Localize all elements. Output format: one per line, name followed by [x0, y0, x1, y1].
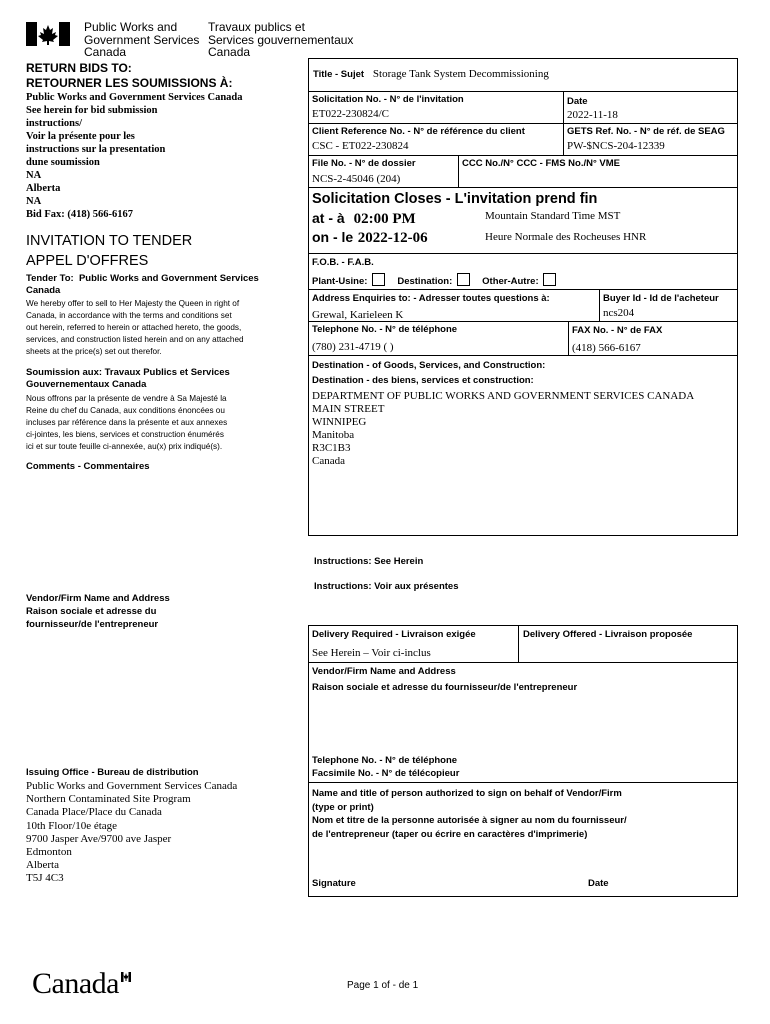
closing-time: at - à 02:00 PM	[312, 210, 416, 227]
delivery-required-label: Delivery Required - Livraison exigée	[312, 629, 476, 640]
signature-date-label: Date	[588, 878, 609, 889]
solicitation-value: ET022-230824/C	[312, 108, 389, 120]
canada-flag-icon	[26, 22, 70, 46]
client-ref-label: Client Reference No. - N° de référence du client	[312, 126, 525, 137]
vendor-telephone-label: Telephone No. - N° de téléphone	[312, 755, 458, 766]
fax-label: FAX No. - N° de FAX	[572, 325, 663, 336]
canada-wordmark: Canada	[32, 967, 119, 1000]
department-name-en: Public Works and Government Services Canada	[84, 20, 200, 59]
ccc-no-label: CCC No./N° CCC - FMS No./N° VME	[462, 158, 621, 169]
file-no-value: NCS-2-45046 (204)	[312, 173, 401, 185]
wordmark-flag-icon	[121, 969, 131, 979]
vendor-name-label: Vendor/Firm Name and Address	[312, 666, 456, 677]
fax-value: (418) 566-6167	[572, 342, 641, 354]
destination-goods-label-en: Destination - of Goods, Services, and Construction:	[312, 360, 546, 371]
telephone-label: Telephone No. - N° de téléphone	[312, 324, 458, 335]
gets-ref-value: PW-$NCS-204-12339	[567, 140, 665, 152]
file-no-label: File No. - N° de dossier	[312, 158, 416, 169]
buyer-id-value: ncs204	[603, 307, 635, 319]
solicitation-label: Solicitation No. - N° de l'invitation	[312, 94, 464, 105]
address-enquiries-value: Grewal, Karieleen K	[312, 309, 404, 321]
other-checkbox[interactable]	[543, 273, 556, 286]
instructions-en: Instructions: See Herein	[314, 556, 424, 567]
vendor-name-field[interactable]	[312, 697, 732, 752]
page-number: Page 1 of - de 1	[347, 980, 419, 991]
soumission-title: Soumission aux: Travaux Publics et Services Gouvernementaux Canada	[26, 367, 230, 390]
gets-ref-label: GETS Ref. No. - N° de réf. de SEAG	[567, 126, 725, 137]
signature-label: Signature	[312, 878, 356, 889]
return-bids-title: RETURN BIDS TO: RETOURNER LES SOUMISSIONS À:	[26, 61, 233, 90]
client-ref-value: CSC - ET022-230824	[312, 140, 409, 152]
issuing-office-label: Issuing Office - Bureau de distribution	[26, 767, 199, 778]
fob-options: Plant-Usine: Destination: Other-Autre:	[312, 271, 556, 289]
destination-address: DEPARTMENT OF PUBLIC WORKS AND GOVERNMENT SERVICES CANADA MAIN STREET WINNIPEG Manitoba R3C1B3 Canada	[312, 390, 695, 467]
delivery-offered-label: Delivery Offered - Livraison proposée	[523, 629, 693, 640]
instructions-fr: Instructions: Voir aux présentes	[314, 581, 459, 592]
soumission-body: Nous offrons par la présente de vendre à Sa Majesté la Reine du chef du Canada, aux conditions énoncées ou incluses par référence dans la présente et aux annexes ci-jointes, les biens, services et construction énumérés ici et sur toute feuille ci-annexée, au(x) prix indiqué(s).	[26, 394, 228, 451]
destination-goods-label-fr: Destination - des biens, services et construction:	[312, 375, 534, 386]
issuing-office-address: Public Works and Government Services Canada Northern Contaminated Site Program Canada Place/Place du Canada 10th Floor/10e étage 9700 Jasper Ave/9700 ave Jasper Edmonton Alberta T5J 4C3	[26, 780, 238, 885]
authorized-signer-label: Name and title of person authorized to sign on behalf of Vendor/Firm (type or print) Nom et titre de la personne autorisée à signer au nom du fournisseur/ de l'entrepreneur (taper ou écrire en caractères d'imprimerie)	[312, 788, 627, 840]
buyer-id-label: Buyer Id - Id de l'acheteur	[603, 293, 719, 304]
destination-checkbox[interactable]	[457, 273, 470, 286]
tender-to-body: We hereby offer to sell to Her Majesty the Queen in right of Canada, in accordance with the terms and conditions set out herein, referred to herein or attached hereto, the goods, services, and construction listed herein and on any attached sheets at the price(s) set out therefor.	[26, 299, 244, 356]
title-field: Title - Sujet Storage Tank System Decommissioning	[313, 68, 549, 80]
telephone-value: (780) 231-4719 ( )	[312, 341, 394, 353]
authorized-signer-field[interactable]	[312, 845, 732, 873]
tender-to: Tender To: Public Works and Government Services Canada	[26, 273, 259, 296]
date-value: 2022-11-18	[567, 109, 618, 121]
address-enquiries-label: Address Enquiries to: - Adresser toutes questions à:	[312, 293, 550, 304]
plant-checkbox[interactable]	[372, 273, 385, 286]
vendor-firm-label: Vendor/Firm Name and Address Raison sociale et adresse du fournisseur/de l'entrepreneur	[26, 593, 170, 630]
solicitation-closes-title: Solicitation Closes - L'invitation prend fin	[312, 191, 598, 207]
invitation-title: INVITATION TO TENDER APPEL D'OFFRES	[26, 233, 193, 269]
vendor-fax-label: Facsimile No. - N° de télécopieur	[312, 768, 460, 779]
delivery-required-value: See Herein – Voir ci-inclus	[312, 647, 431, 659]
vendor-name-label-fr: Raison sociale et adresse du fournisseur/de l'entrepreneur	[312, 682, 578, 693]
closing-date: on - le 2022-12-06	[312, 229, 428, 246]
timezone-fr: Heure Normale des Rocheuses HNR	[485, 231, 647, 243]
department-name-fr: Travaux publics et Services gouvernementaux Canada	[208, 20, 354, 59]
comments-label: Comments - Commentaires	[26, 461, 150, 472]
timezone-en: Mountain Standard Time MST	[485, 210, 621, 222]
fob-label: F.O.B. - F.A.B.	[312, 257, 374, 268]
return-bids-address: Public Works and Government Services Canada See herein for bid submission instructions/ Voir la présente pour les instructions sur la presentation dune soumission NA Alberta NA Bid Fax: (418) 566-6167	[26, 92, 243, 220]
date-label: Date	[567, 96, 588, 107]
